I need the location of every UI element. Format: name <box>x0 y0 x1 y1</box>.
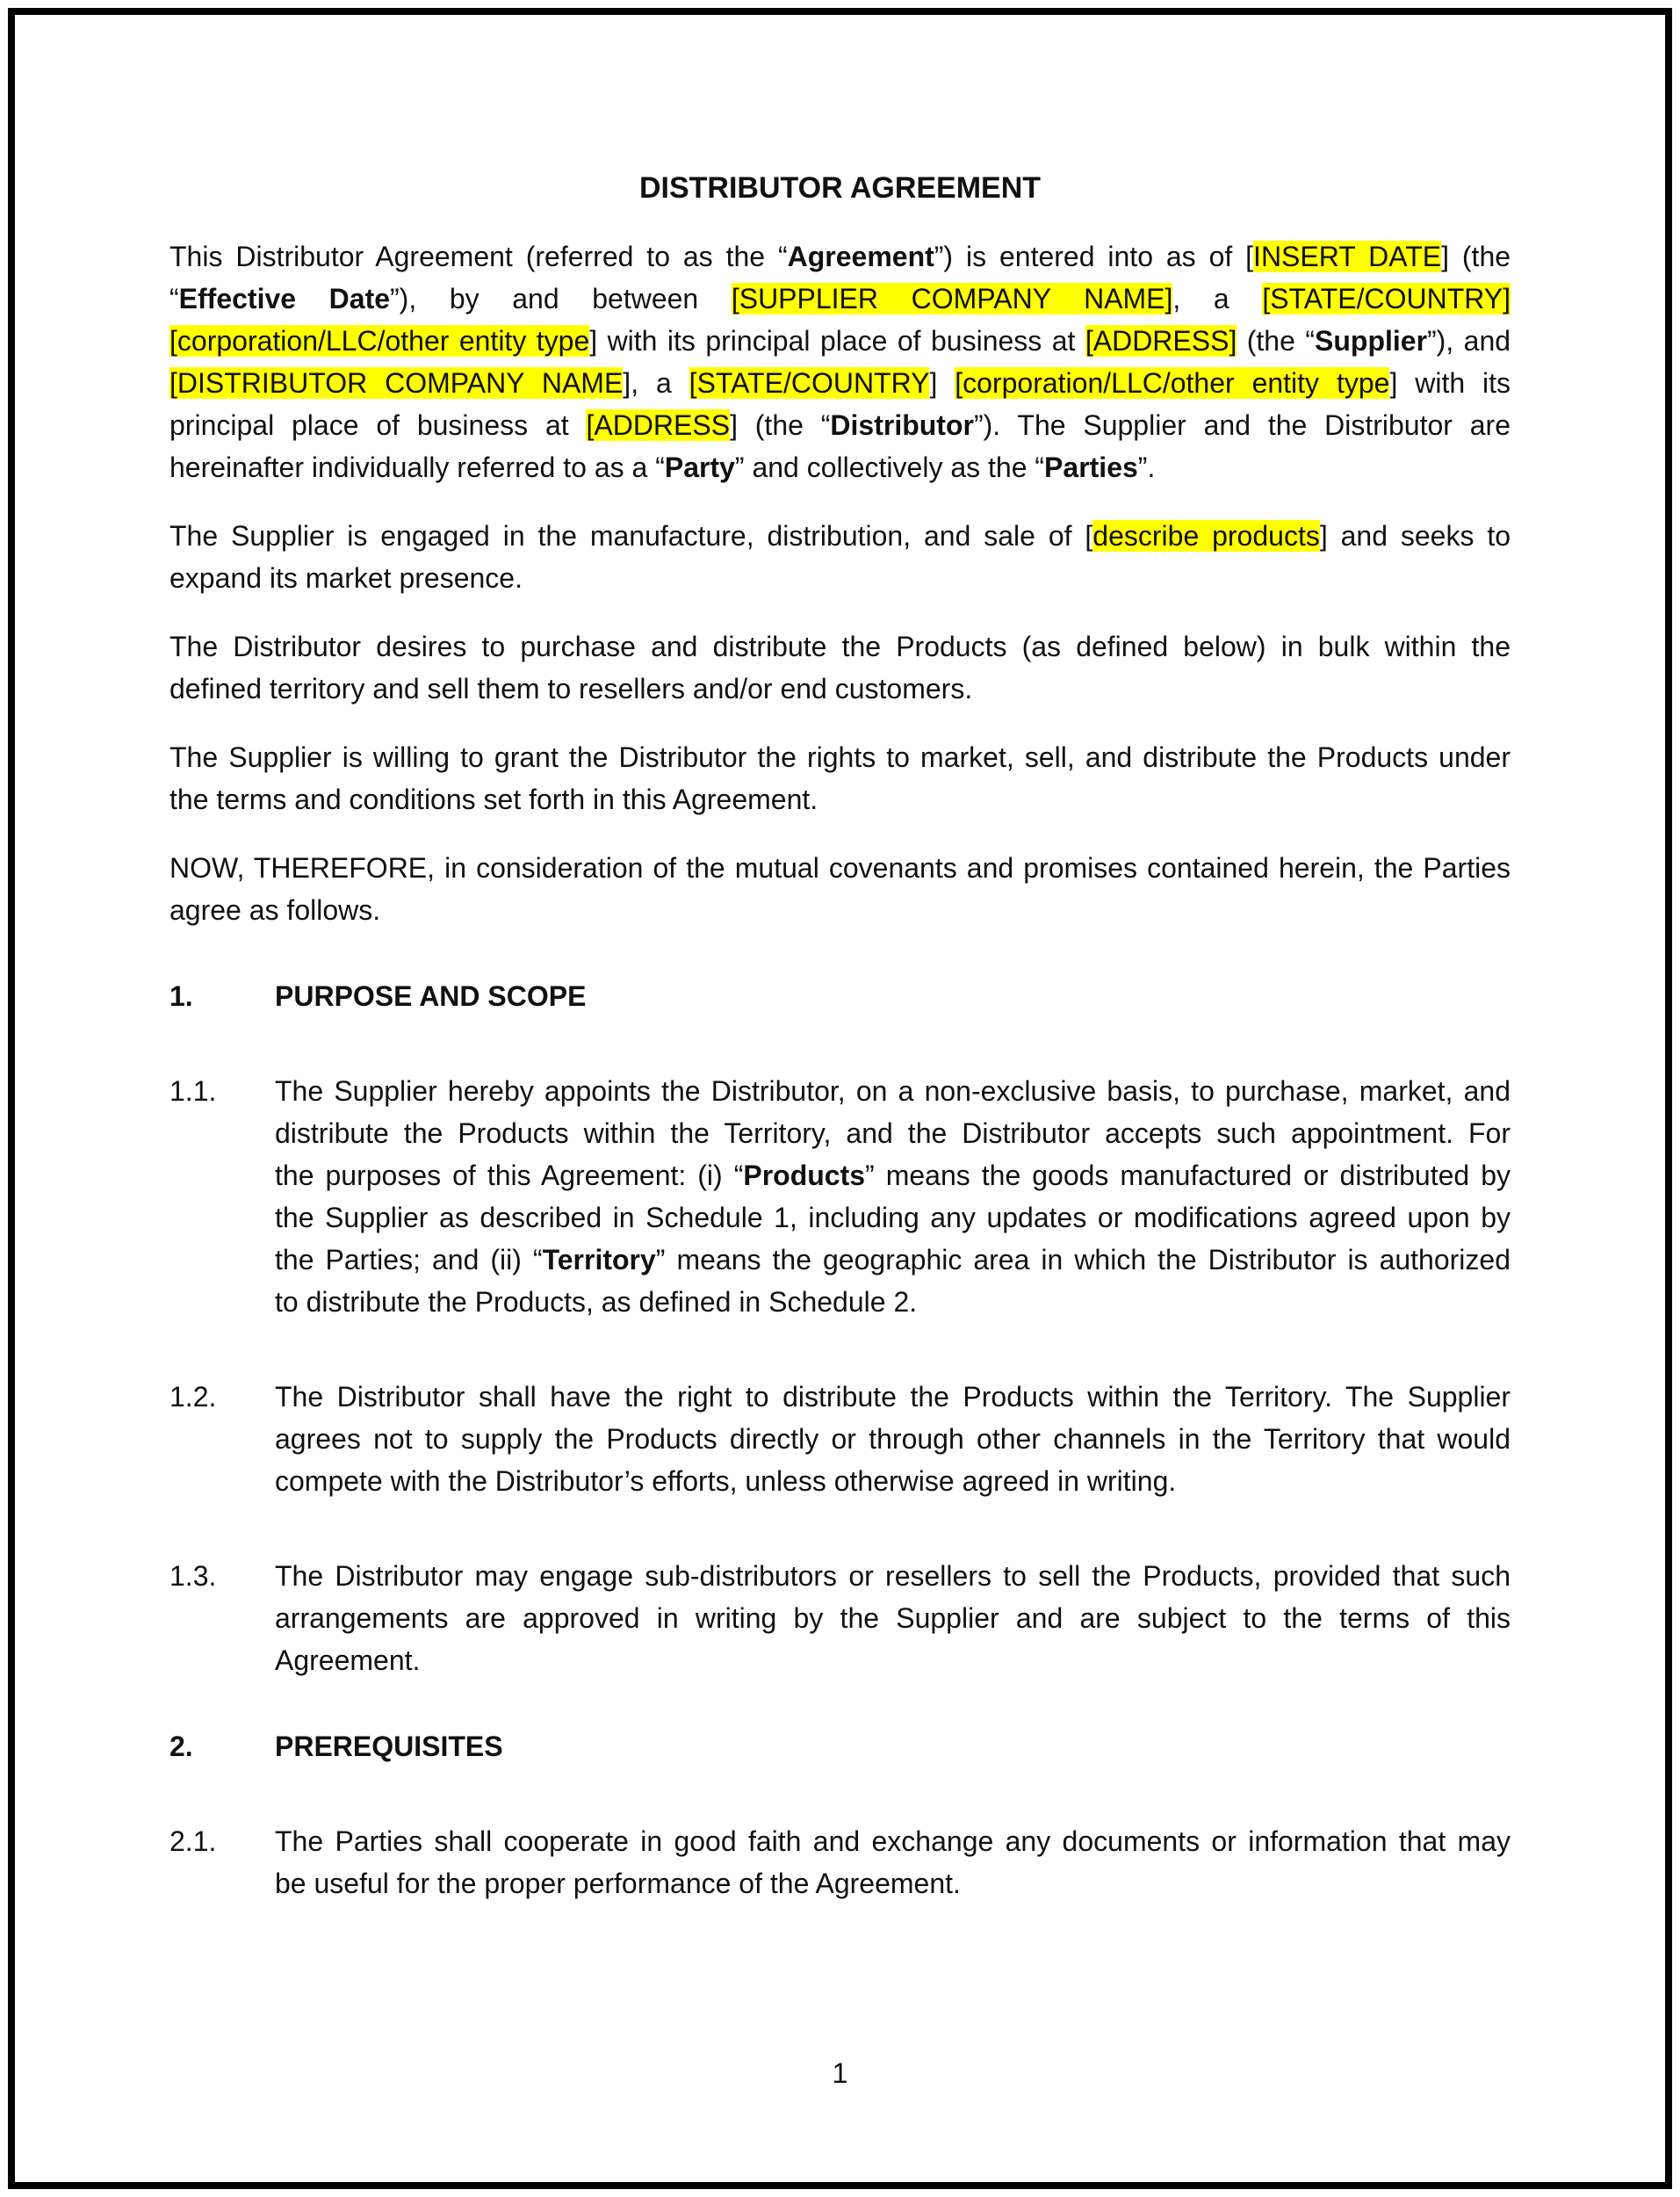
placeholder-highlight: [corporation/LLC/other entity type <box>169 325 590 357</box>
text-run: hereinafter individually referred to as a “ <box>169 452 665 483</box>
text-run: Parties <box>1044 452 1138 483</box>
page-number: 1 <box>832 2057 848 2089</box>
text-run: Effective Date <box>178 283 391 314</box>
text-run: principal place of business at <box>169 409 587 441</box>
placeholder-highlight: [STATE/COUNTRY <box>689 367 930 399</box>
text-run: The Supplier hereby appoints the Distributor, on a non-exclusive basis, to purchase, market, and <box>275 1075 1511 1107</box>
text-run: This Distributor Agreement (referred to as the “ <box>169 241 788 272</box>
placeholder-highlight: [DISTRIBUTOR COMPANY NAME <box>169 367 624 399</box>
text-run: ” and collectively as the “ <box>734 452 1045 483</box>
clause-body <box>275 1070 1511 1323</box>
text-line <box>275 1070 1511 1112</box>
text-run: Party <box>664 452 735 483</box>
text-run: The Supplier is willing to grant the Distributor the rights to market, sell, and distribute the Products under <box>169 741 1511 773</box>
text-line <box>275 1820 1511 1862</box>
section-heading <box>169 1725 1511 1767</box>
text-run: agrees not to supply the Products directly or through other channels in the Territory that would <box>275 1423 1511 1455</box>
text-line <box>169 362 1511 404</box>
text-run: the terms and conditions set forth in this Agreement. <box>169 784 818 815</box>
text-run: ] and seeks to <box>1319 520 1511 552</box>
clause-number: 2.1. <box>169 1825 217 1857</box>
text-run: Territory <box>542 1244 656 1276</box>
text-run: the Supplier as described in Schedule 1, including any updates or modifications agreed upon by <box>275 1202 1511 1233</box>
text-run: The Distributor desires to purchase and distribute the Products (as defined below) in bulk within the <box>169 631 1511 662</box>
text-run: be useful for the proper performance of the Agreement. <box>275 1868 961 1899</box>
text-run: ] (the <box>1441 241 1511 272</box>
section-heading-text <box>275 1725 1511 1767</box>
text-run: the Parties; and (ii) “ <box>275 1244 543 1276</box>
text-line <box>275 1418 1511 1460</box>
text-line <box>275 1555 1511 1597</box>
placeholder-highlight: [SUPPLIER COMPANY NAME] <box>731 283 1173 314</box>
text-line <box>169 278 1511 320</box>
text-run: Supplier <box>1315 325 1428 357</box>
placeholder-highlight: [ADDRESS <box>586 409 731 441</box>
text-line <box>275 1196 1511 1239</box>
text-run: Products <box>743 1160 866 1191</box>
text-run: PREREQUISITES <box>275 1731 503 1762</box>
section-number: 1. <box>169 980 193 1012</box>
paragraph <box>169 235 1511 488</box>
text-run: expand its market presence. <box>169 562 523 594</box>
paragraph <box>169 515 1511 599</box>
text-run: ] with its <box>1389 367 1511 399</box>
text-run: distribute the Products within the Territory, and the Distributor accepts such appointment. For <box>275 1117 1511 1149</box>
text-run: defined territory and sell them to resellers and/or end customers. <box>169 673 973 705</box>
text-line <box>275 1281 1511 1323</box>
text-line <box>275 975 1511 1017</box>
text-run: Agreement. <box>275 1644 421 1676</box>
text-run: The Parties shall cooperate in good faith and exchange any documents or information that may <box>275 1825 1511 1857</box>
text-line <box>169 668 1511 710</box>
text-line <box>275 1239 1511 1281</box>
placeholder-highlight: [corporation/LLC/other entity type <box>955 367 1390 399</box>
document-blocks <box>169 235 1511 1904</box>
clause <box>169 1820 1511 1904</box>
text-run: ”) is entered into as of [ <box>934 241 1254 272</box>
text-run: Distributor <box>830 409 974 441</box>
text-run: to distribute the Products, as defined in Schedule 2. <box>275 1286 918 1318</box>
clause-body <box>275 1376 1511 1502</box>
text-line <box>275 1639 1511 1681</box>
text-line <box>275 1112 1511 1154</box>
clause-number: 1.3. <box>169 1560 217 1592</box>
text-line <box>169 557 1511 599</box>
text-line <box>169 889 1511 931</box>
text-line <box>169 847 1511 889</box>
text-run: compete with the Distributor’s efforts, unless otherwise agreed in writing. <box>275 1465 1177 1497</box>
text-run: ] with its principal place of business at <box>589 325 1085 357</box>
text-line <box>169 515 1511 557</box>
section-number: 2. <box>169 1731 193 1762</box>
clause-body <box>275 1820 1511 1904</box>
clause-number: 1.1. <box>169 1075 217 1107</box>
text-line <box>169 404 1511 446</box>
text-run: ” means the geographic area in which the Distributor is authorized <box>655 1244 1511 1276</box>
text-line <box>275 1597 1511 1639</box>
text-run: ”. <box>1137 452 1156 483</box>
text-run: ”), and <box>1427 325 1511 357</box>
text-line <box>169 235 1511 278</box>
text-line <box>169 446 1511 488</box>
paragraph <box>169 736 1511 820</box>
text-run: Agreement <box>787 241 934 272</box>
placeholder-highlight: describe products <box>1092 520 1320 552</box>
text-line <box>169 736 1511 778</box>
text-run: ”). The Supplier and the Distributor are <box>973 409 1511 441</box>
document-title: DISTRIBUTOR AGREEMENT <box>638 171 1042 205</box>
text-run: PURPOSE AND SCOPE <box>275 980 587 1012</box>
text-line <box>169 320 1511 362</box>
paragraph <box>169 847 1511 931</box>
text-run: ], a <box>623 367 689 399</box>
text-run: agree as follows. <box>169 894 381 926</box>
paragraph <box>169 625 1511 710</box>
text-run: The Supplier is engaged in the manufacture, distribution, and sale of [ <box>169 520 1093 552</box>
clause <box>169 1070 1511 1323</box>
text-run: arrangements are approved in writing by the Supplier and are subject to the terms of this <box>275 1602 1511 1634</box>
document-content <box>169 167 1511 1904</box>
text-run: ] <box>929 367 955 399</box>
clause-number: 1.2. <box>169 1381 217 1413</box>
text-run: , a <box>1172 283 1263 314</box>
text-line <box>275 1460 1511 1502</box>
text-line <box>275 1154 1511 1196</box>
text-line <box>169 778 1511 820</box>
clause <box>169 1376 1511 1502</box>
placeholder-highlight: [ADDRESS] <box>1085 325 1237 357</box>
text-run: the purposes of this Agreement: (i) “ <box>275 1160 744 1191</box>
text-run: ] (the “ <box>730 409 831 441</box>
text-run: NOW, THEREFORE, in consideration of the mutual covenants and promises contained herein, the Parties <box>169 852 1511 884</box>
section-heading <box>169 975 1511 1017</box>
text-run: ”), by and between <box>390 283 732 314</box>
text-line <box>275 1725 1511 1767</box>
placeholder-highlight: INSERT DATE <box>1253 241 1442 272</box>
placeholder-highlight: [STATE/COUNTRY] <box>1262 283 1511 314</box>
text-run: ” means the goods manufactured or distributed by <box>865 1160 1511 1191</box>
text-run: The Distributor shall have the right to distribute the Products within the Territory. The Supplier <box>275 1381 1511 1413</box>
text-line <box>275 1862 1511 1904</box>
text-run: “ <box>169 283 179 314</box>
clause <box>169 1555 1511 1681</box>
text-run: The Distributor may engage sub-distributors or resellers to sell the Products, provided that such <box>275 1560 1511 1592</box>
text-line <box>169 625 1511 668</box>
section-heading-text <box>275 975 1511 1017</box>
clause-body <box>275 1555 1511 1681</box>
text-run: (the “ <box>1237 325 1315 357</box>
text-line <box>275 1376 1511 1418</box>
